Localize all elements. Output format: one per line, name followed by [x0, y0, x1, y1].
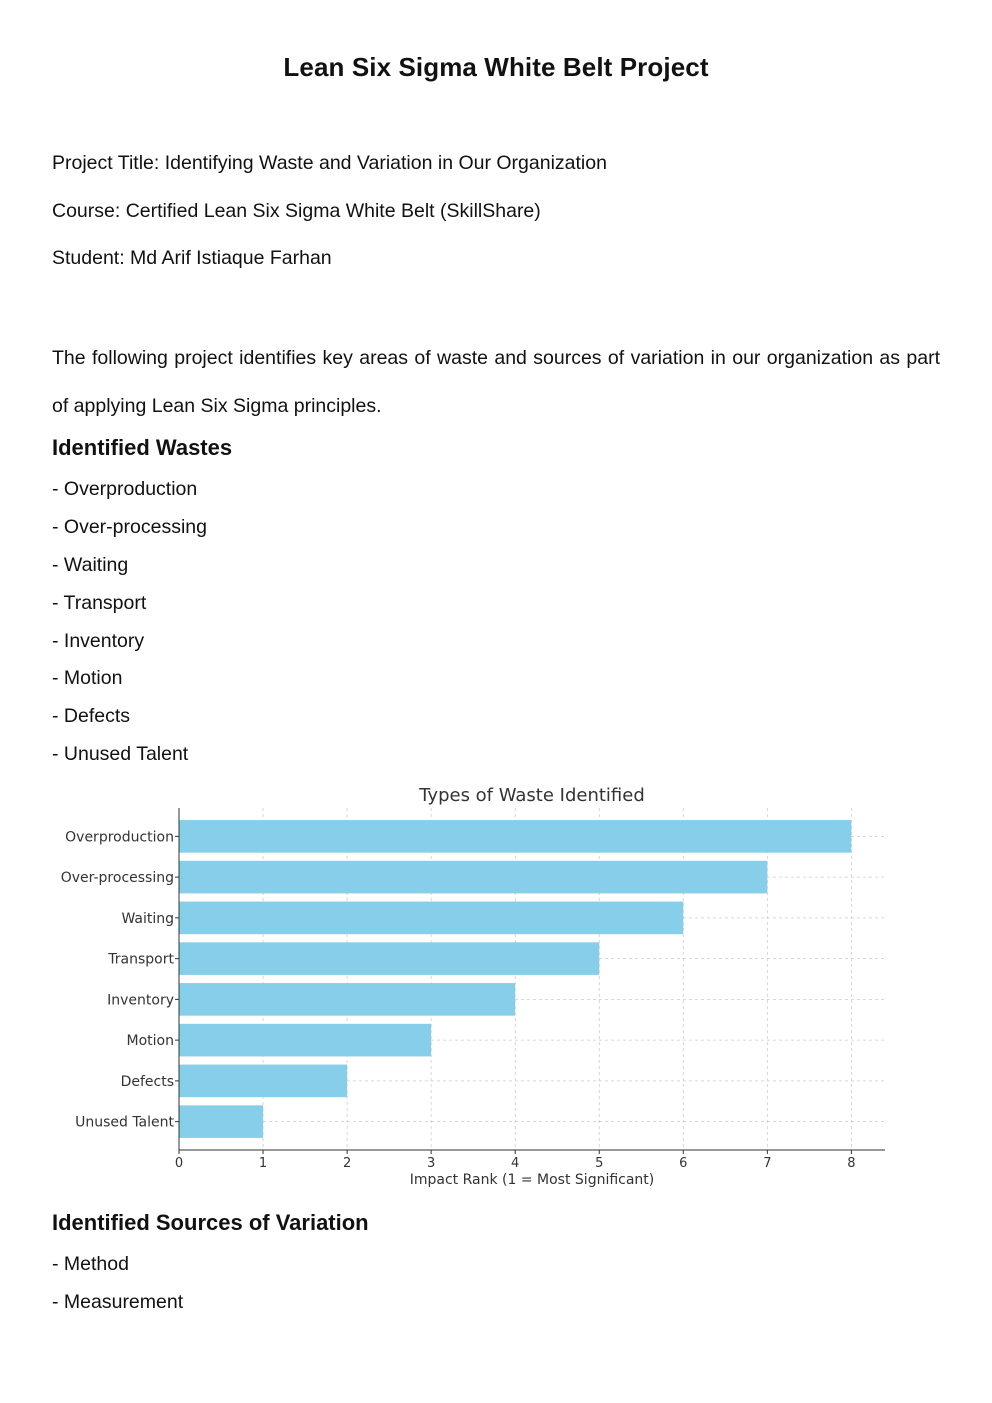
bar: [179, 983, 515, 1016]
waste-bar-chart: [40, 775, 920, 1195]
list-item: - Unused Talent: [52, 743, 189, 766]
bar: [179, 820, 851, 853]
list-item: - Measurement: [52, 1290, 184, 1313]
waste-chart: [40, 775, 920, 1195]
x-axis-label: Impact Rank (1 = Most Significant): [409, 1172, 655, 1188]
bar: [179, 942, 599, 975]
y-tick-label: Transport: [108, 951, 174, 968]
variation-heading: Identified Sources of Variation: [52, 1210, 369, 1235]
list-item: - Inventory: [52, 629, 145, 652]
course-line: Course: Certified Lean Six Sigma White Belt (SkillShare): [52, 200, 541, 222]
project-title-line: Project Title: Identifying Waste and Variation in Our Organization: [52, 152, 607, 174]
x-tick-label: 3: [427, 1156, 436, 1171]
y-tick-label: Overproduction: [65, 829, 174, 846]
list-item: - Method: [52, 1253, 129, 1275]
intro-paragraph: The following project identifies key areas of waste and sources of variation in our organization as part of applying Lean Six Sigma principles.: [52, 347, 940, 417]
x-tick-label: 2: [342, 1156, 352, 1171]
x-tick-label: 8: [847, 1156, 856, 1171]
x-tick-label: 4: [511, 1156, 520, 1171]
document-title: Lean Six Sigma White Belt Project: [283, 52, 709, 82]
bar: [179, 902, 683, 935]
list-item: - Overproduction: [52, 478, 198, 500]
x-tick-label: 0: [174, 1156, 184, 1171]
list-item: - Waiting: [52, 553, 129, 576]
y-tick-label: Unused Talent: [75, 1114, 174, 1131]
list-item: - Defects: [52, 705, 131, 728]
y-tick-label: Motion: [126, 1033, 174, 1050]
bar: [179, 1024, 431, 1057]
bar: [179, 1065, 347, 1098]
variation-list: [52, 1254, 183, 1330]
bar: [179, 1105, 263, 1138]
wastes-heading: Identified Wastes: [52, 435, 233, 460]
wastes-list: [52, 479, 207, 782]
bar: [179, 861, 767, 894]
y-tick-label: Over-processing: [60, 870, 174, 887]
chart-title: Types of Waste Identified: [419, 785, 645, 806]
x-tick-label: 6: [679, 1156, 688, 1171]
x-tick-label: 5: [595, 1156, 604, 1171]
list-item: - Motion: [52, 667, 123, 690]
y-tick-label: Inventory: [107, 992, 174, 1009]
list-item: - Transport: [52, 591, 147, 614]
y-tick-label: Defects: [120, 1073, 174, 1090]
x-tick-label: 1: [258, 1156, 268, 1171]
x-tick-label: 7: [763, 1156, 772, 1171]
list-item: - Over-processing: [52, 515, 207, 538]
student-line: Student: Md Arif Istiaque Farhan: [52, 247, 332, 269]
y-tick-label: Waiting: [121, 910, 174, 927]
